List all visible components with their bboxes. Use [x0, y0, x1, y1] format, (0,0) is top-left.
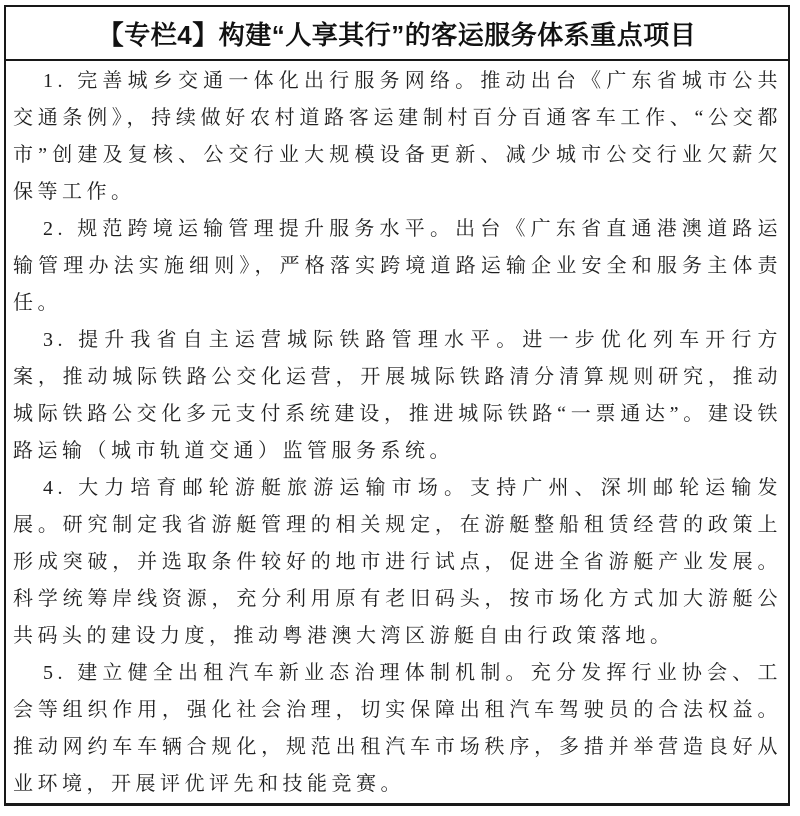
paragraph-2: 2. 规范跨境运输管理提升服务水平。出台《广东省直通港澳道路运输管理办法实施细则》，严格落实跨境道路运输企业安全和服务主体责任。: [13, 218, 782, 314]
paragraph-3: 3. 提升我省自主运营城际铁路管理水平。进一步优化列车开行方案，推动城际铁路公交化运营，开展城际铁路清分清算规则研究，推动城际铁路公交化多元支付系统建设，推进城际铁路“一票通达”。建设铁路运输（城市轨道交通）监管服务系统。: [13, 329, 782, 462]
column-title: 【专栏4】构建“人享其行”的客运服务体系重点项目: [6, 7, 788, 61]
paragraph-4: 4. 大力培育邮轮游艇旅游运输市场。支持广州、深圳邮轮运输发展。研究制定我省游艇管理的相关规定，在游艇整船租赁经营的政策上形成突破，并选取条件较好的地市进行试点，促进全省游艇产业发展。科学统筹岸线资源，充分利用原有老旧码头，按市场化方式加大游艇公共码头的建设力度，推动粤港澳大湾区游艇自由行政策落地。: [13, 477, 782, 647]
column-callout-box: [4, 5, 790, 806]
column-body: [6, 61, 788, 803]
paragraph-5: 5. 建立健全出租汽车新业态治理体制机制。充分发挥行业协会、工会等组织作用，强化社会治理，切实保障出租汽车驾驶员的合法权益。推动网约车车辆合规化，规范出租汽车市场秩序，多措并举营造良好从业环境，开展评优评先和技能竞赛。: [13, 662, 782, 795]
paragraph-1: 1. 完善城乡交通一体化出行服务网络。推动出台《广东省城市公共交通条例》，持续做好农村道路客运建制村百分百通客车工作、“公交都市”创建及复核、公交行业大规模设备更新、减少城市公交行业欠薪欠保等工作。: [13, 70, 782, 203]
